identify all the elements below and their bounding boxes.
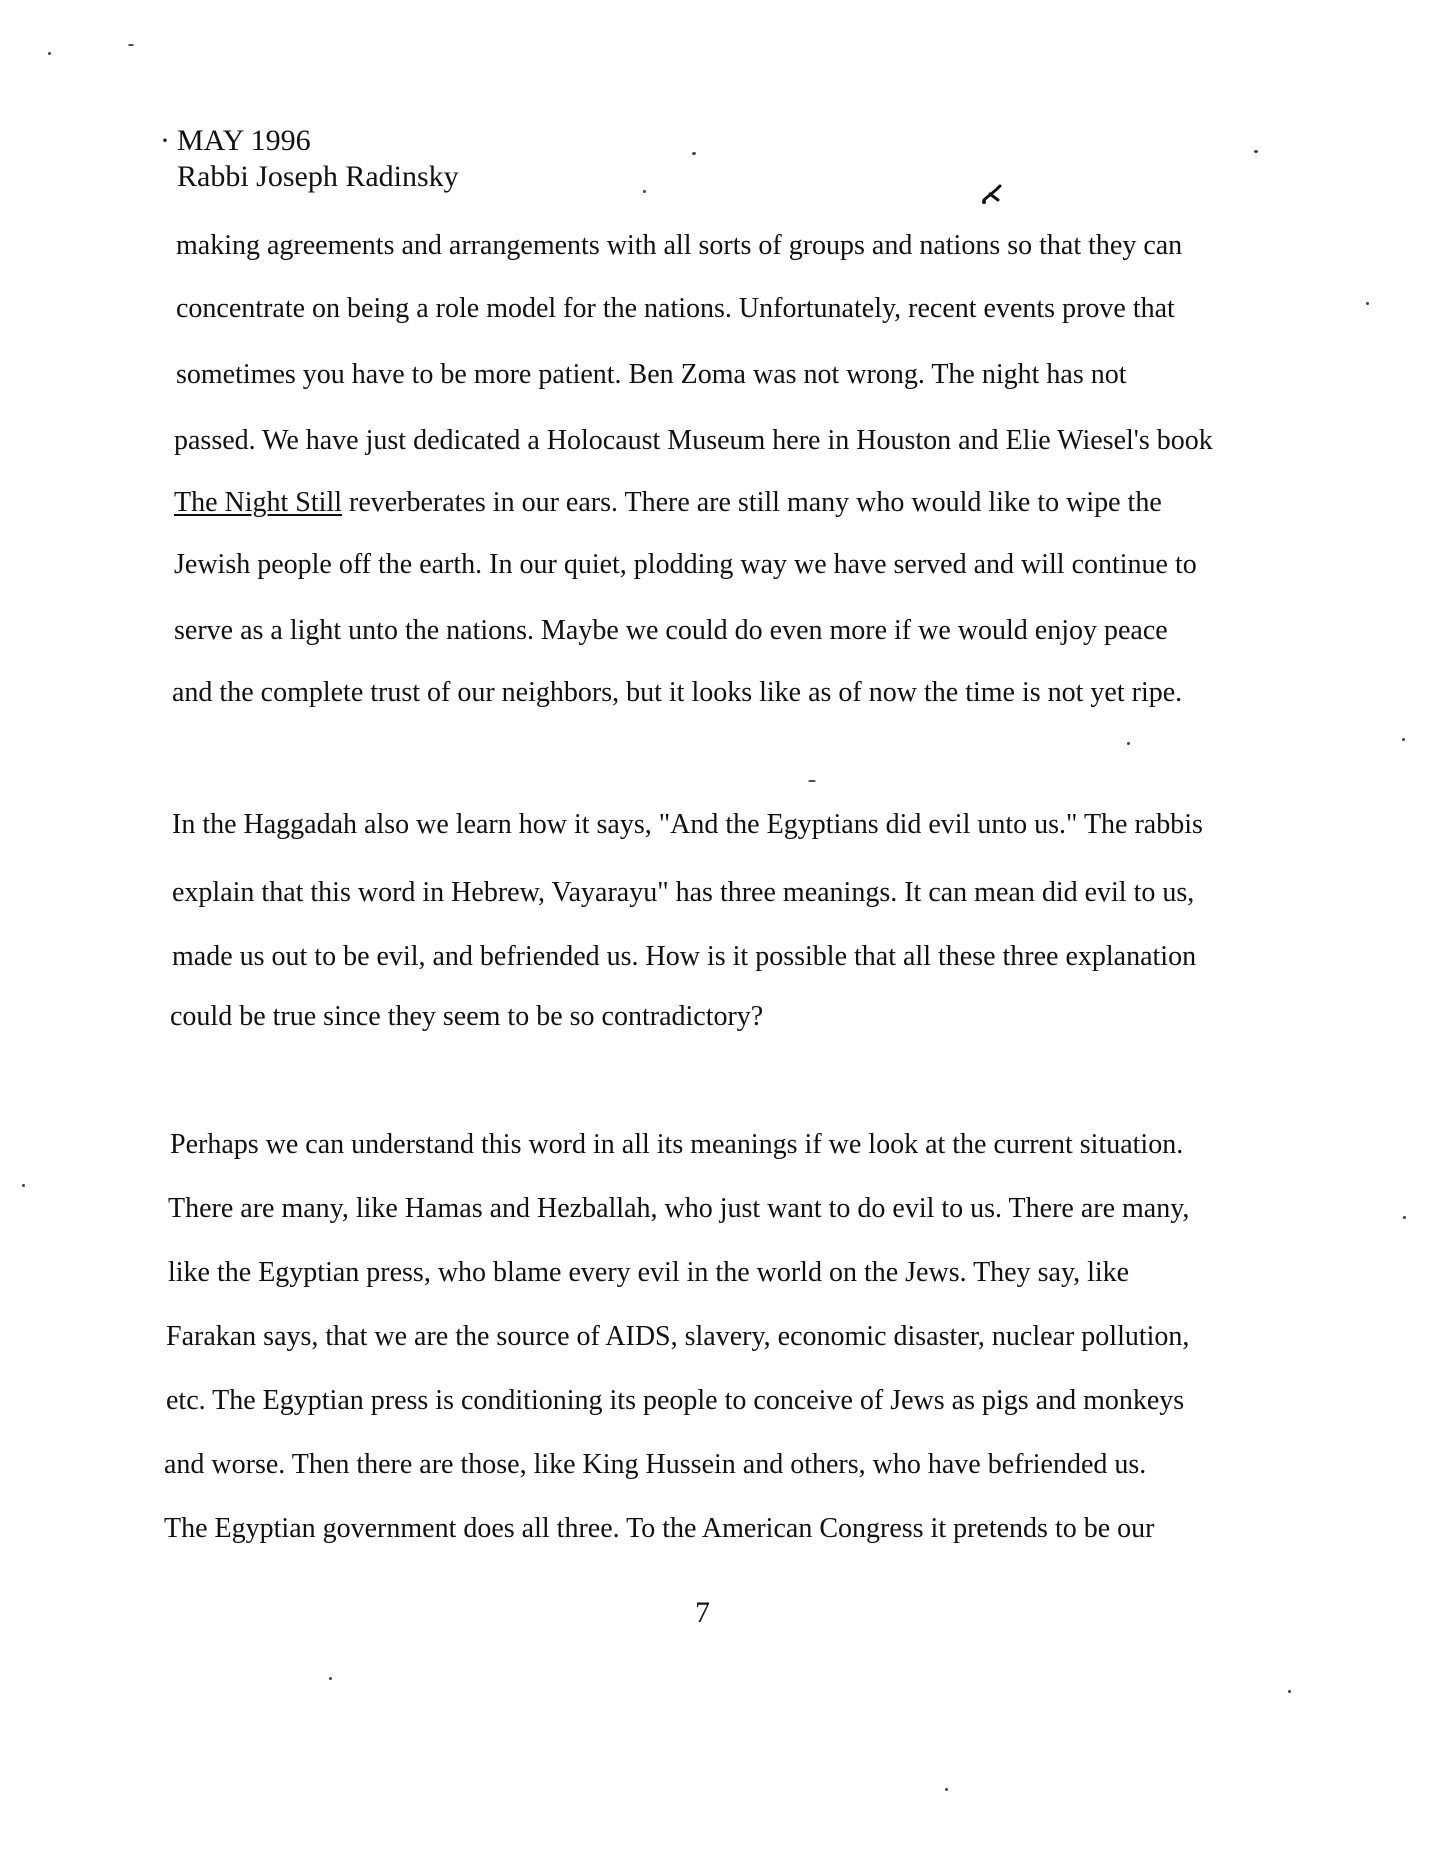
scan-speck [1254,150,1258,153]
scan-speck [1402,738,1405,741]
header-author: Rabbi Joseph Radinsky [177,160,459,193]
paragraph-line: explain that this word in Hebrew, Vayarayu" has three meanings. It can mean did evil to us, [172,877,1195,908]
paragraph-line: Perhaps we can understand this word in all its meanings if we look at the current situation. [170,1129,1184,1160]
scan-speck [48,52,51,55]
paragraph-line: making agreements and arrangements with all sorts of groups and nations so that they can [176,230,1183,261]
paragraph-line: etc. The Egyptian press is conditioning its people to conceive of Jews as pigs and monkeys [166,1385,1185,1416]
paragraph-line: sometimes you have to be more patient. Ben Zoma was not wrong. The night has not [176,359,1127,390]
scan-speck [1127,742,1130,745]
paragraph-line: passed. We have just dedicated a Holocaust Museum here in Houston and Elie Wiesel's book [174,425,1213,456]
paragraph-line: concentrate on being a role model for the nations. Unfortunately, recent events prove that [176,293,1175,324]
scan-speck [329,1677,332,1680]
header-bullet: · [160,124,170,157]
header-date: MAY 1996 [177,124,311,157]
paragraph-line: serve as a light unto the nations. Maybe we could do even more if we would enjoy peace [174,615,1168,646]
paragraph-line: and worse. Then there are those, like King Hussein and others, who have befriended us. [164,1449,1147,1480]
paragraph-line: like the Egyptian press, who blame every evil in the world on the Jews. They say, like [168,1257,1130,1288]
book-title: The Night Still [174,487,342,518]
paragraph-line-rest: reverberates in our ears. There are still many who would like to wipe the [342,487,1162,518]
paragraph-line: made us out to be evil, and befriended us. How is it possible that all these three explanation [172,941,1197,972]
scan-speck [808,780,816,782]
scan-speck [945,1788,948,1791]
scan-speck [643,190,646,193]
scan-speck [692,152,696,155]
paragraph-line: The Egyptian government does all three. To the American Congress it pretends to be our [164,1513,1155,1544]
scan-speck [22,1184,25,1187]
paragraph-line: Farakan says, that we are the source of AIDS, slavery, economic disaster, nuclear pollution, [166,1321,1190,1352]
scan-speck [1288,1690,1291,1693]
paragraph-line [174,486,1162,520]
paragraph-line: could be true since they seem to be so contradictory? [170,1001,764,1032]
scan-speck [1366,302,1369,305]
handwritten-mark [980,180,1006,206]
paragraph-line: and the complete trust of our neighbors, but it looks like as of now the time is not yet ripe. [172,677,1183,708]
scan-speck [1403,1216,1406,1219]
paragraph-line: In the Haggadah also we learn how it says, "And the Egyptians did evil unto us." The rabbis [172,809,1203,840]
scan-speck [128,44,134,46]
page-number: 7 [695,1596,710,1629]
paragraph-line: There are many, like Hamas and Hezballah, who just want to do evil to us. There are many, [168,1193,1190,1224]
paragraph-line: Jewish people off the earth. In our quiet, plodding way we have served and will continue to [174,549,1197,580]
